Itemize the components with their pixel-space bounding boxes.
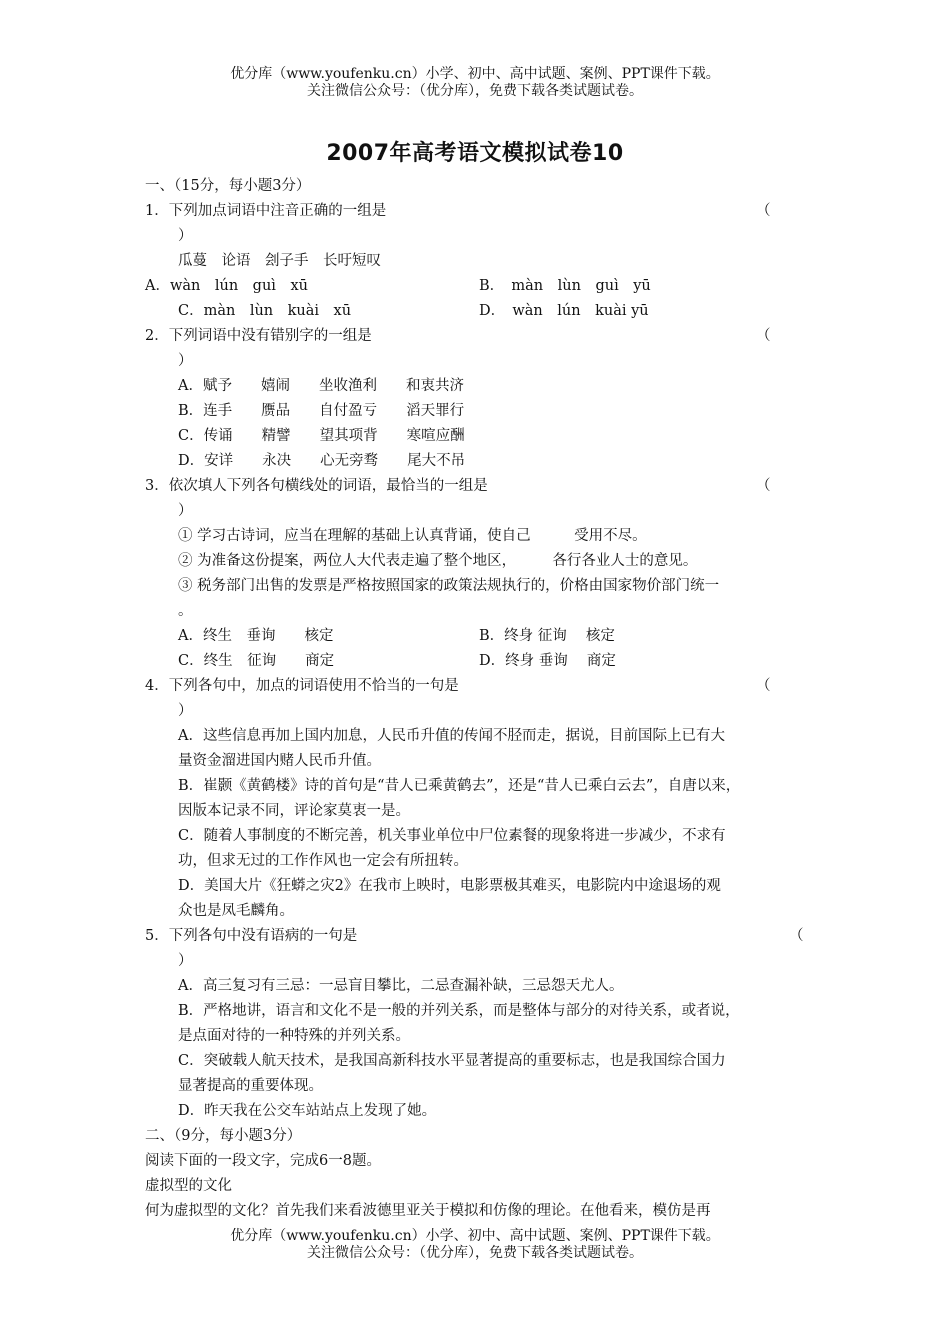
page-header xyxy=(0,66,950,100)
q1-words: 瓜蔓 论语 刽子手 长吁短叹 xyxy=(178,253,381,269)
q4-option-c-line-2: 功，但求无过的工作作风也一定会有所扭转。 xyxy=(178,853,468,869)
page-footer xyxy=(0,1228,950,1262)
section-2-heading: 二、（9分，每小题3分） xyxy=(145,1128,302,1144)
q5-option-b-line-1: B．严格地讲，语言和文化不是一般的并列关系，而是整体与部分的对待关系，或者说， xyxy=(178,1003,740,1019)
q2-option-b: B．连手 赝品 自付盈亏 滔天罪行 xyxy=(178,403,465,419)
footer-line-1: 优分库（www.youfenku.cn）小学、初中、高中试题、案例、PPT课件下载。 xyxy=(230,1228,720,1244)
q3-option-d: D．终身 垂询 商定 xyxy=(479,653,616,669)
q1-paren-open: （ xyxy=(756,203,771,219)
q3-paren-open: （ xyxy=(756,478,771,494)
q4-paren-close: ） xyxy=(178,703,193,719)
q5-option-c-line-1: C．突破载人航天技术，是我国高新科技水平显著提高的重要标志，也是我国综合国力 xyxy=(178,1053,726,1069)
section-1-heading: 一、（15分，每小题3分） xyxy=(145,178,311,194)
q5-option-c-line-2: 显著提高的重要体现。 xyxy=(178,1078,323,1094)
q2-option-d: D．安详 永决 心无旁骛 尾大不吊 xyxy=(178,453,466,469)
q1-stem: 1．下列加点词语中注音正确的一组是 xyxy=(145,203,387,219)
q1-option-c: C．màn lùn kuài xū xyxy=(178,303,352,319)
q4-option-b-line-1: B．崔颢《黄鹤楼》诗的首句是“昔人已乘黄鹤去”，还是“昔人已乘白云去”，自唐以来， xyxy=(178,778,741,794)
q4-paren-open: （ xyxy=(756,678,771,694)
passage-title: 虚拟型的文化 xyxy=(145,1178,232,1194)
q3-paren-close: ） xyxy=(178,503,193,519)
q4-option-d-line-1: D．美国大片《狂蟒之灾2》在我市上映时，电影票极其难买，电影院内中途退场的观 xyxy=(178,878,721,894)
q4-option-c-line-1: C．随着人事制度的不断完善，机关事业单位中尸位素餐的现象将进一步减少，不求有 xyxy=(178,828,726,844)
q3-stem: 3．依次填人下列各句横线处的词语，最恰当的一组是 xyxy=(145,478,488,494)
q1-option-d: D． wàn lún kuài yū xyxy=(479,303,649,319)
header-line-2: 关注微信公众号：（优分库），免费下载各类试题试卷。 xyxy=(307,83,643,99)
header-line-1: 优分库（www.youfenku.cn）小学、初中、高中试题、案例、PPT课件下载。 xyxy=(230,66,720,82)
q5-option-a: A．高三复习有三忌：一忌盲目攀比，二忌查漏补缺，三忌怨天尤人。 xyxy=(178,978,624,994)
q5-paren-close: ） xyxy=(178,953,193,969)
q3-sentence-3-end: 。 xyxy=(178,603,193,619)
passage-line-1: 何为虚拟型的文化？首先我们来看波德里亚关于模拟和仿像的理论。在他看来，模仿是再 xyxy=(145,1203,711,1219)
q4-option-d-line-2: 众也是凤毛麟角。 xyxy=(178,903,294,919)
q4-option-b-line-2: 因版本记录不同，评论家莫衷一是。 xyxy=(178,803,410,819)
q3-sentence-2: ② 为准备这份提案，两位人大代表走遍了整个地区， 各行各业人士的意见。 xyxy=(178,553,698,569)
q3-sentence-1: ① 学习古诗词，应当在理解的基础上认真背诵，使自己 受用不尽。 xyxy=(178,528,647,544)
q2-stem: 2．下列词语中没有错别字的一组是 xyxy=(145,328,372,344)
section-2-instruction: 阅读下面的一段文字，完成6一8题。 xyxy=(145,1153,381,1169)
q3-sentence-3: ③ 税务部门出售的发票是严格按照国家的政策法规执行的，价格由国家物价部门统一 xyxy=(178,578,720,594)
q5-paren-open: （ xyxy=(789,928,804,944)
q2-option-a: A．赋予 嬉闹 坐收渔利 和衷共济 xyxy=(178,378,464,394)
q5-option-d: D．昨天我在公交车站站点上发现了她。 xyxy=(178,1103,437,1119)
q5-stem: 5．下列各句中没有语病的一句是 xyxy=(145,928,358,944)
q2-paren-close: ） xyxy=(178,353,193,369)
q4-stem: 4．下列各句中，加点的词语使用不恰当的一句是 xyxy=(145,678,459,694)
footer-line-2: 关注微信公众号：（优分库），免费下载各类试题试卷。 xyxy=(307,1245,643,1261)
q1-option-a: A．wàn lún guì xū xyxy=(145,278,308,294)
q1-paren-close: ） xyxy=(178,228,193,244)
q3-option-b: B．终身 征询 核定 xyxy=(479,628,615,644)
q3-option-c: C．终生 征询 商定 xyxy=(178,653,335,669)
q2-paren-open: （ xyxy=(756,328,771,344)
document-title: 2007年高考语文模拟试卷10 xyxy=(326,141,624,166)
q4-option-a-line-1: A．这些信息再加上国内加息，人民币升值的传闻不胫而走，据说，目前国际上已有大 xyxy=(178,728,725,744)
q4-option-a-line-2: 量资金溜进国内赌人民币升值。 xyxy=(178,753,381,769)
q2-option-c: C．传诵 精譬 望其项背 寒喧应酬 xyxy=(178,428,465,444)
q1-option-b: B． màn lùn guì yū xyxy=(479,278,651,294)
q3-option-a: A．终生 垂询 核定 xyxy=(178,628,334,644)
q5-option-b-line-2: 是点面对待的一种特殊的并列关系。 xyxy=(178,1028,410,1044)
